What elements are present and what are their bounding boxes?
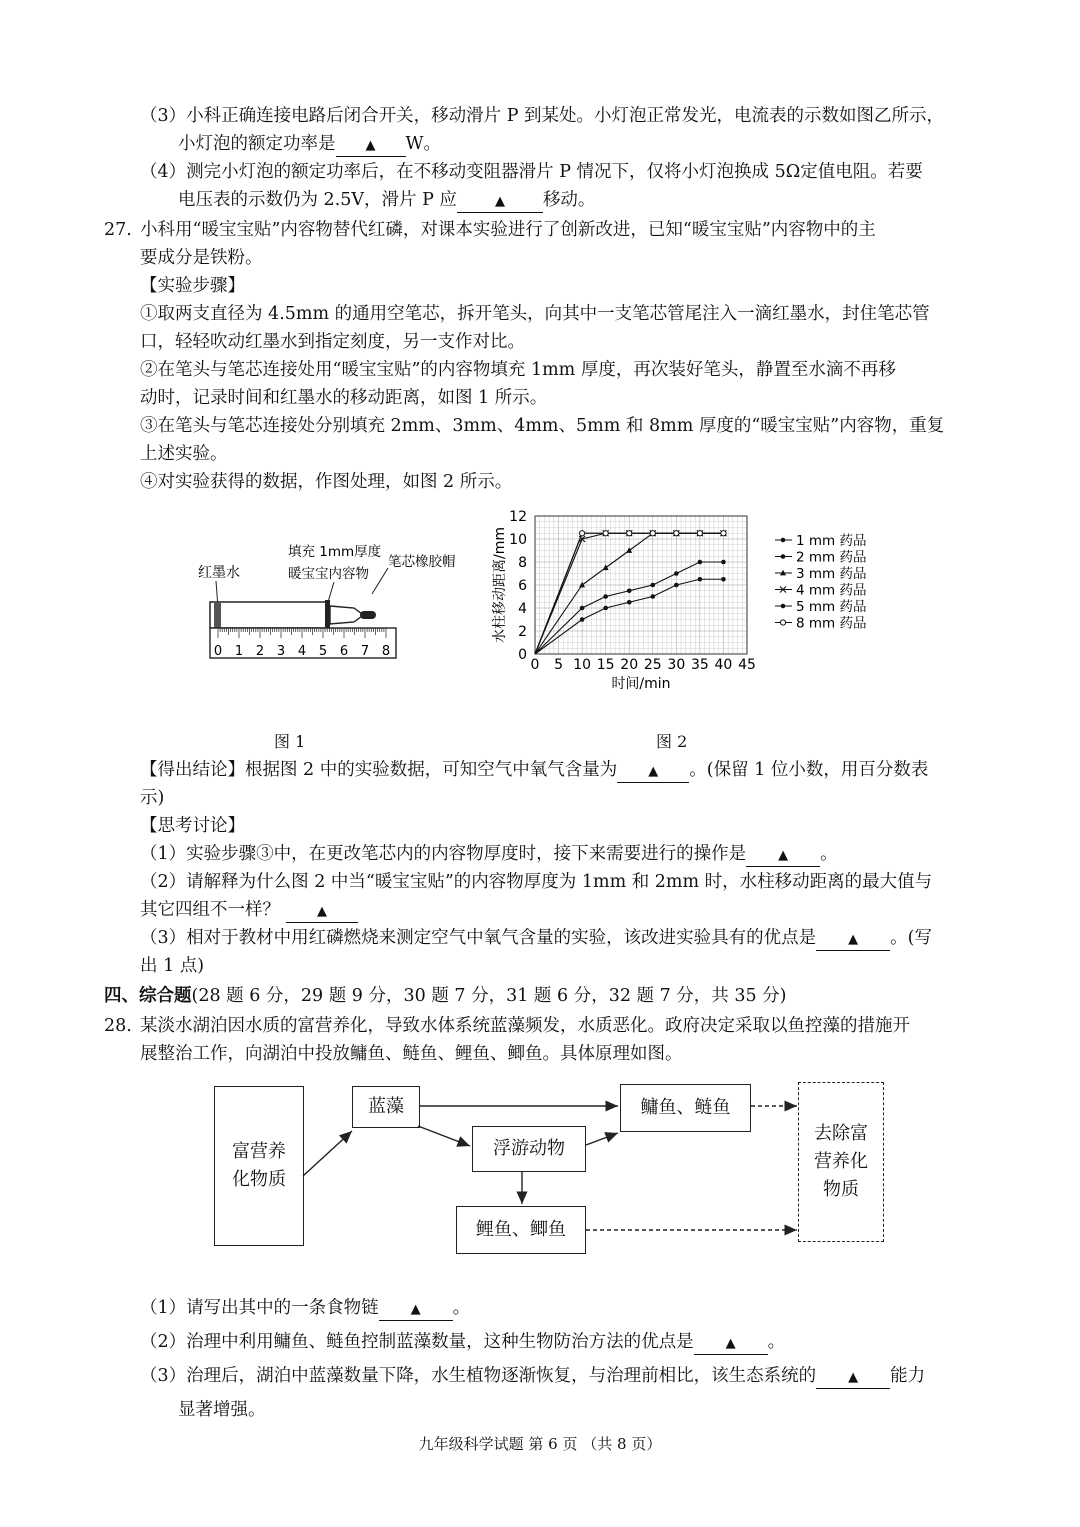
ruler-number: 2: [255, 644, 265, 659]
ruler-number: 8: [381, 644, 391, 659]
ruler-number: 3: [276, 644, 286, 659]
q26-part3-unit: W。: [405, 134, 441, 154]
data-point: [603, 594, 608, 599]
nutrient-line2: 化物质: [232, 1169, 286, 1190]
legend-label: 4 mm 药品: [796, 582, 867, 599]
legend-label: 1 mm 药品: [796, 533, 867, 549]
x-tick-label: 25: [643, 657, 662, 673]
discussion-q3-text: （3）相对于教材中用红磷燃烧来测定空气中氧气含量的实验，该改进实验具有的优点是: [140, 928, 817, 948]
legend-label: 5 mm 药品: [796, 599, 867, 615]
q28-part1-end: 。: [452, 1298, 471, 1318]
figure2-caption: 图 2: [656, 732, 688, 751]
data-point: [781, 538, 786, 543]
remove-line3: 物质: [823, 1179, 859, 1200]
data-point: [721, 531, 726, 536]
data-point: [603, 531, 608, 536]
step1-line2: 口，轻轻吹动红墨水到指定刻度，另一支作对比。: [140, 332, 525, 352]
pen-tube: [210, 602, 328, 628]
arrow-plankton-to-bighead: [586, 1133, 618, 1145]
x-tick-label: 40: [714, 657, 733, 673]
conclusion-line1: [140, 758, 928, 783]
step3-line1: ③在笔头与笔芯连接处分别填充 2mm、3mm、4mm、5mm 和 8mm 厚度的“暖宝宝贴”内容物，重复: [140, 416, 945, 436]
q28-part3-line1: [140, 1364, 925, 1389]
data-point: [580, 617, 585, 622]
page-footer: 九年级科学试题 第 6 页 （共 8 页）: [418, 1435, 662, 1453]
data-point: [780, 620, 785, 625]
ruler-number: 0: [213, 644, 223, 659]
data-point: [674, 531, 679, 536]
figure2-line-chart: [482, 504, 902, 704]
legend-label: 2 mm 药品: [796, 549, 867, 566]
section4-note: (28 题 6 分，29 题 9 分，30 题 7 分，31 题 6 分，32 题 7 分，共 35 分): [191, 986, 787, 1006]
blank-mark: ▲: [365, 138, 376, 153]
box-algae: 蓝藻: [352, 1086, 420, 1128]
discussion-q1-text: （1）实验步骤③中，在更改笔芯内的内容物厚度时，接下来需要进行的操作是: [140, 844, 747, 864]
answer-blank[interactable]: [336, 134, 406, 157]
data-point: [650, 531, 655, 536]
q28-intro-line1: 某淡水湖泊因水质的富营养化，导致水体系统蓝藻频发，水质恶化。政府决定采取以鱼控藻的措施开: [140, 1016, 910, 1036]
conclusion-text-end: 。(保留 1 位小数，用百分数表: [689, 760, 929, 780]
data-point: [603, 565, 609, 571]
box-bighead-silver-carp: 鳙鱼、鲢鱼: [620, 1084, 751, 1132]
pen-tip: [330, 606, 362, 624]
q26-part4-line2: [178, 188, 595, 213]
step2-line2: 动时，记录时间和红墨水的移动距离，如图 1 所示。: [140, 388, 548, 408]
answer-blank[interactable]: [379, 1298, 453, 1321]
q27-intro-line1: 小科用“暖宝宝贴”内容物替代红磷，对课本实验进行了创新改进，已知“暖宝宝贴”内容物中的主: [140, 220, 876, 240]
legend-label: 8 mm 药品: [796, 615, 867, 632]
x-tick-label: 45: [738, 657, 756, 673]
answer-blank[interactable]: [617, 760, 689, 783]
data-point: [627, 588, 632, 593]
blank-mark: ▲: [848, 1370, 859, 1385]
y-tick-label: 8: [518, 555, 527, 571]
x-tick-label: 15: [596, 657, 615, 673]
ruler-number: 5: [318, 644, 328, 659]
discussion-heading: 【思考讨论】: [140, 816, 245, 836]
discussion-q3-line2: 出 1 点): [140, 956, 205, 976]
discussion-q1: [140, 842, 838, 867]
data-point: [626, 547, 632, 553]
data-point: [579, 582, 585, 588]
blank-mark: ▲: [410, 1302, 421, 1317]
x-tick-label: 35: [690, 657, 709, 673]
step2-line1: ②在笔头与笔芯连接处用“暖宝宝贴”的内容物填充 1mm 厚度，再次装好笔头，静置至水滴不再移: [140, 360, 896, 380]
y-tick-label: 0: [518, 647, 527, 663]
data-point: [674, 571, 679, 576]
y-tick-label: 4: [518, 601, 527, 617]
answer-blank[interactable]: [746, 844, 820, 867]
data-point: [580, 531, 585, 536]
remove-line2: 营养化: [814, 1151, 868, 1172]
data-point: [721, 560, 726, 565]
step4-line: ④对实验获得的数据，作图处理，如图 2 所示。: [140, 472, 513, 492]
y-tick-label: 12: [509, 509, 527, 525]
ruler-number: 4: [297, 644, 307, 659]
y-tick-label: 2: [518, 624, 527, 640]
q28-part3-text: （3）治理后，湖泊中蓝藻数量下降，水生植物逐渐恢复，与治理前相比，该生态系统的: [140, 1366, 817, 1386]
legend-item: [775, 583, 866, 599]
blank-mark: ▲: [778, 848, 789, 863]
y-tick-label: 10: [509, 532, 527, 548]
red-ink-drop: [214, 602, 221, 628]
x-tick-label: 10: [573, 657, 592, 673]
data-point: [674, 583, 679, 588]
x-tick-label: 20: [620, 657, 639, 673]
blank-mark: ▲: [725, 1336, 736, 1351]
data-point: [781, 554, 786, 559]
data-point: [721, 577, 726, 582]
data-point: [627, 600, 632, 605]
blank-mark: ▲: [648, 764, 659, 779]
data-point: [627, 531, 632, 536]
arrow-nutrient-to-algae: [303, 1131, 352, 1176]
box-plankton: 浮游动物: [472, 1126, 586, 1172]
q26-part4-line1: （4）测完小灯泡的额定功率后，在不移动变阻器滑片 P 情况下，仅将小灯泡换成 5Ω定值电阻。若要: [140, 162, 923, 182]
q28-part1: [140, 1296, 470, 1321]
discussion-q2-line1: （2）请解释为什么图 2 中当“暖宝宝贴”的内容物厚度为 1mm 和 2mm 时，水柱移动距离的最大值与: [140, 872, 933, 892]
ruler-number: 7: [360, 644, 370, 659]
chart-grid: [535, 516, 747, 654]
data-point: [650, 583, 655, 588]
q26-part3-text: 小灯泡的额定功率是: [178, 134, 336, 154]
answer-blank[interactable]: [286, 900, 358, 923]
legend-item: [775, 599, 866, 615]
x-tick-label: 30: [667, 657, 686, 673]
legend-label: 3 mm 药品: [796, 566, 867, 582]
y-axis-label: 水柱移动距离/mm: [492, 527, 508, 643]
q28-part2-end: 。: [767, 1332, 786, 1352]
legend-item: [775, 566, 866, 582]
discussion-q3-end: 。(写: [890, 928, 932, 948]
q28-number: 28.: [104, 1016, 132, 1036]
discussion-q2-text: 其它四组不一样？: [140, 900, 280, 920]
figure1-caption: 图 1: [274, 732, 306, 751]
q28-part1-text: （1）请写出其中的一条食物链: [140, 1298, 379, 1318]
data-point: [698, 577, 703, 582]
step1-line1: ①取两支直径为 4.5mm 的通用空笔芯，拆开笔头，向其中一支笔芯管尾注入一滴红墨水，封住笔芯管: [140, 304, 930, 324]
q27-number: 27.: [104, 220, 132, 240]
data-point: [781, 604, 786, 609]
data-point: [698, 560, 703, 565]
q26-part4-text: 电压表的示数仍为 2.5V，滑片 P 应: [178, 190, 457, 210]
nutrient-line1: 富营养: [232, 1141, 286, 1162]
q26-part3-line2: [178, 132, 441, 157]
q28-part3-end: 能力: [890, 1366, 926, 1386]
ruler-number: 6: [339, 644, 349, 659]
conclusion-line2: 示): [140, 788, 165, 808]
q27-intro-line2: 要成分是铁粉。: [140, 248, 263, 268]
q26-part4-end: 移动。: [542, 190, 596, 210]
q28-part2-text: （2）治理中利用鳙鱼、鲢鱼控制蓝藻数量，这种生物防治方法的优点是: [140, 1332, 694, 1352]
section4-heading: [104, 984, 787, 1008]
data-point: [603, 606, 608, 611]
answer-blank[interactable]: [816, 928, 890, 951]
x-tick-label: 5: [554, 657, 564, 673]
answer-blank[interactable]: [694, 1332, 768, 1355]
series-2: [535, 560, 726, 654]
y-tick-label: 6: [518, 578, 527, 594]
section4-title: 四、综合题: [104, 986, 192, 1006]
data-point: [650, 594, 655, 599]
arrow-algae-to-plankton: [418, 1126, 470, 1146]
label-fill-thickness: 填充 1mm厚度: [288, 544, 382, 560]
box-nutrient-matter: [214, 1086, 304, 1246]
data-point: [697, 531, 702, 536]
data-point: [580, 606, 585, 611]
figure1-diagram: [192, 536, 456, 670]
legend-item: [775, 616, 866, 632]
answer-blank[interactable]: [457, 190, 543, 213]
blank-mark: ▲: [317, 904, 327, 919]
box-carp-crucian: 鲤鱼、鲫鱼: [456, 1206, 586, 1254]
label-red-ink: 红墨水: [198, 565, 240, 581]
legend-item: [775, 550, 866, 566]
box-remove-nutrients: [798, 1082, 884, 1242]
discussion-q3-line1: [140, 926, 932, 951]
conclusion-text: 【得出结论】根据图 2 中的实验数据，可知空气中氧气含量为: [140, 760, 618, 780]
x-axis-label: 时间/min: [611, 676, 671, 692]
blank-mark: ▲: [494, 194, 505, 209]
label-rubber-cap: 笔芯橡胶帽: [388, 554, 456, 570]
q28-part3-line2: 显著增强。: [178, 1400, 266, 1420]
legend-item: [775, 533, 866, 549]
steps-heading: 【实验步骤】: [140, 276, 245, 296]
x-tick-label: 0: [530, 657, 540, 673]
answer-blank[interactable]: [816, 1366, 890, 1389]
q26-part3-line1: （3）小科正确连接电路后闭合开关，移动滑片 P 到某处。小灯泡正常发光，电流表的示数如图乙所示，: [140, 106, 945, 126]
remove-line1: 去除富: [814, 1123, 868, 1144]
fill-plug: [325, 600, 330, 630]
q28-intro-line2: 展整治工作，向湖泊中投放鳙鱼、鲢鱼、鲤鱼、鲫鱼。具体原理如图。: [140, 1044, 683, 1064]
discussion-q2-line2: [140, 898, 358, 923]
label-fill-content: 暖宝宝内容物: [288, 566, 369, 582]
rubber-cap: [360, 611, 376, 619]
discussion-q1-end: 。: [820, 844, 838, 864]
blank-mark: ▲: [848, 932, 859, 947]
ruler-number: 1: [234, 644, 244, 659]
q28-part2: [140, 1330, 785, 1355]
step3-line2: 上述实验。: [140, 444, 228, 464]
